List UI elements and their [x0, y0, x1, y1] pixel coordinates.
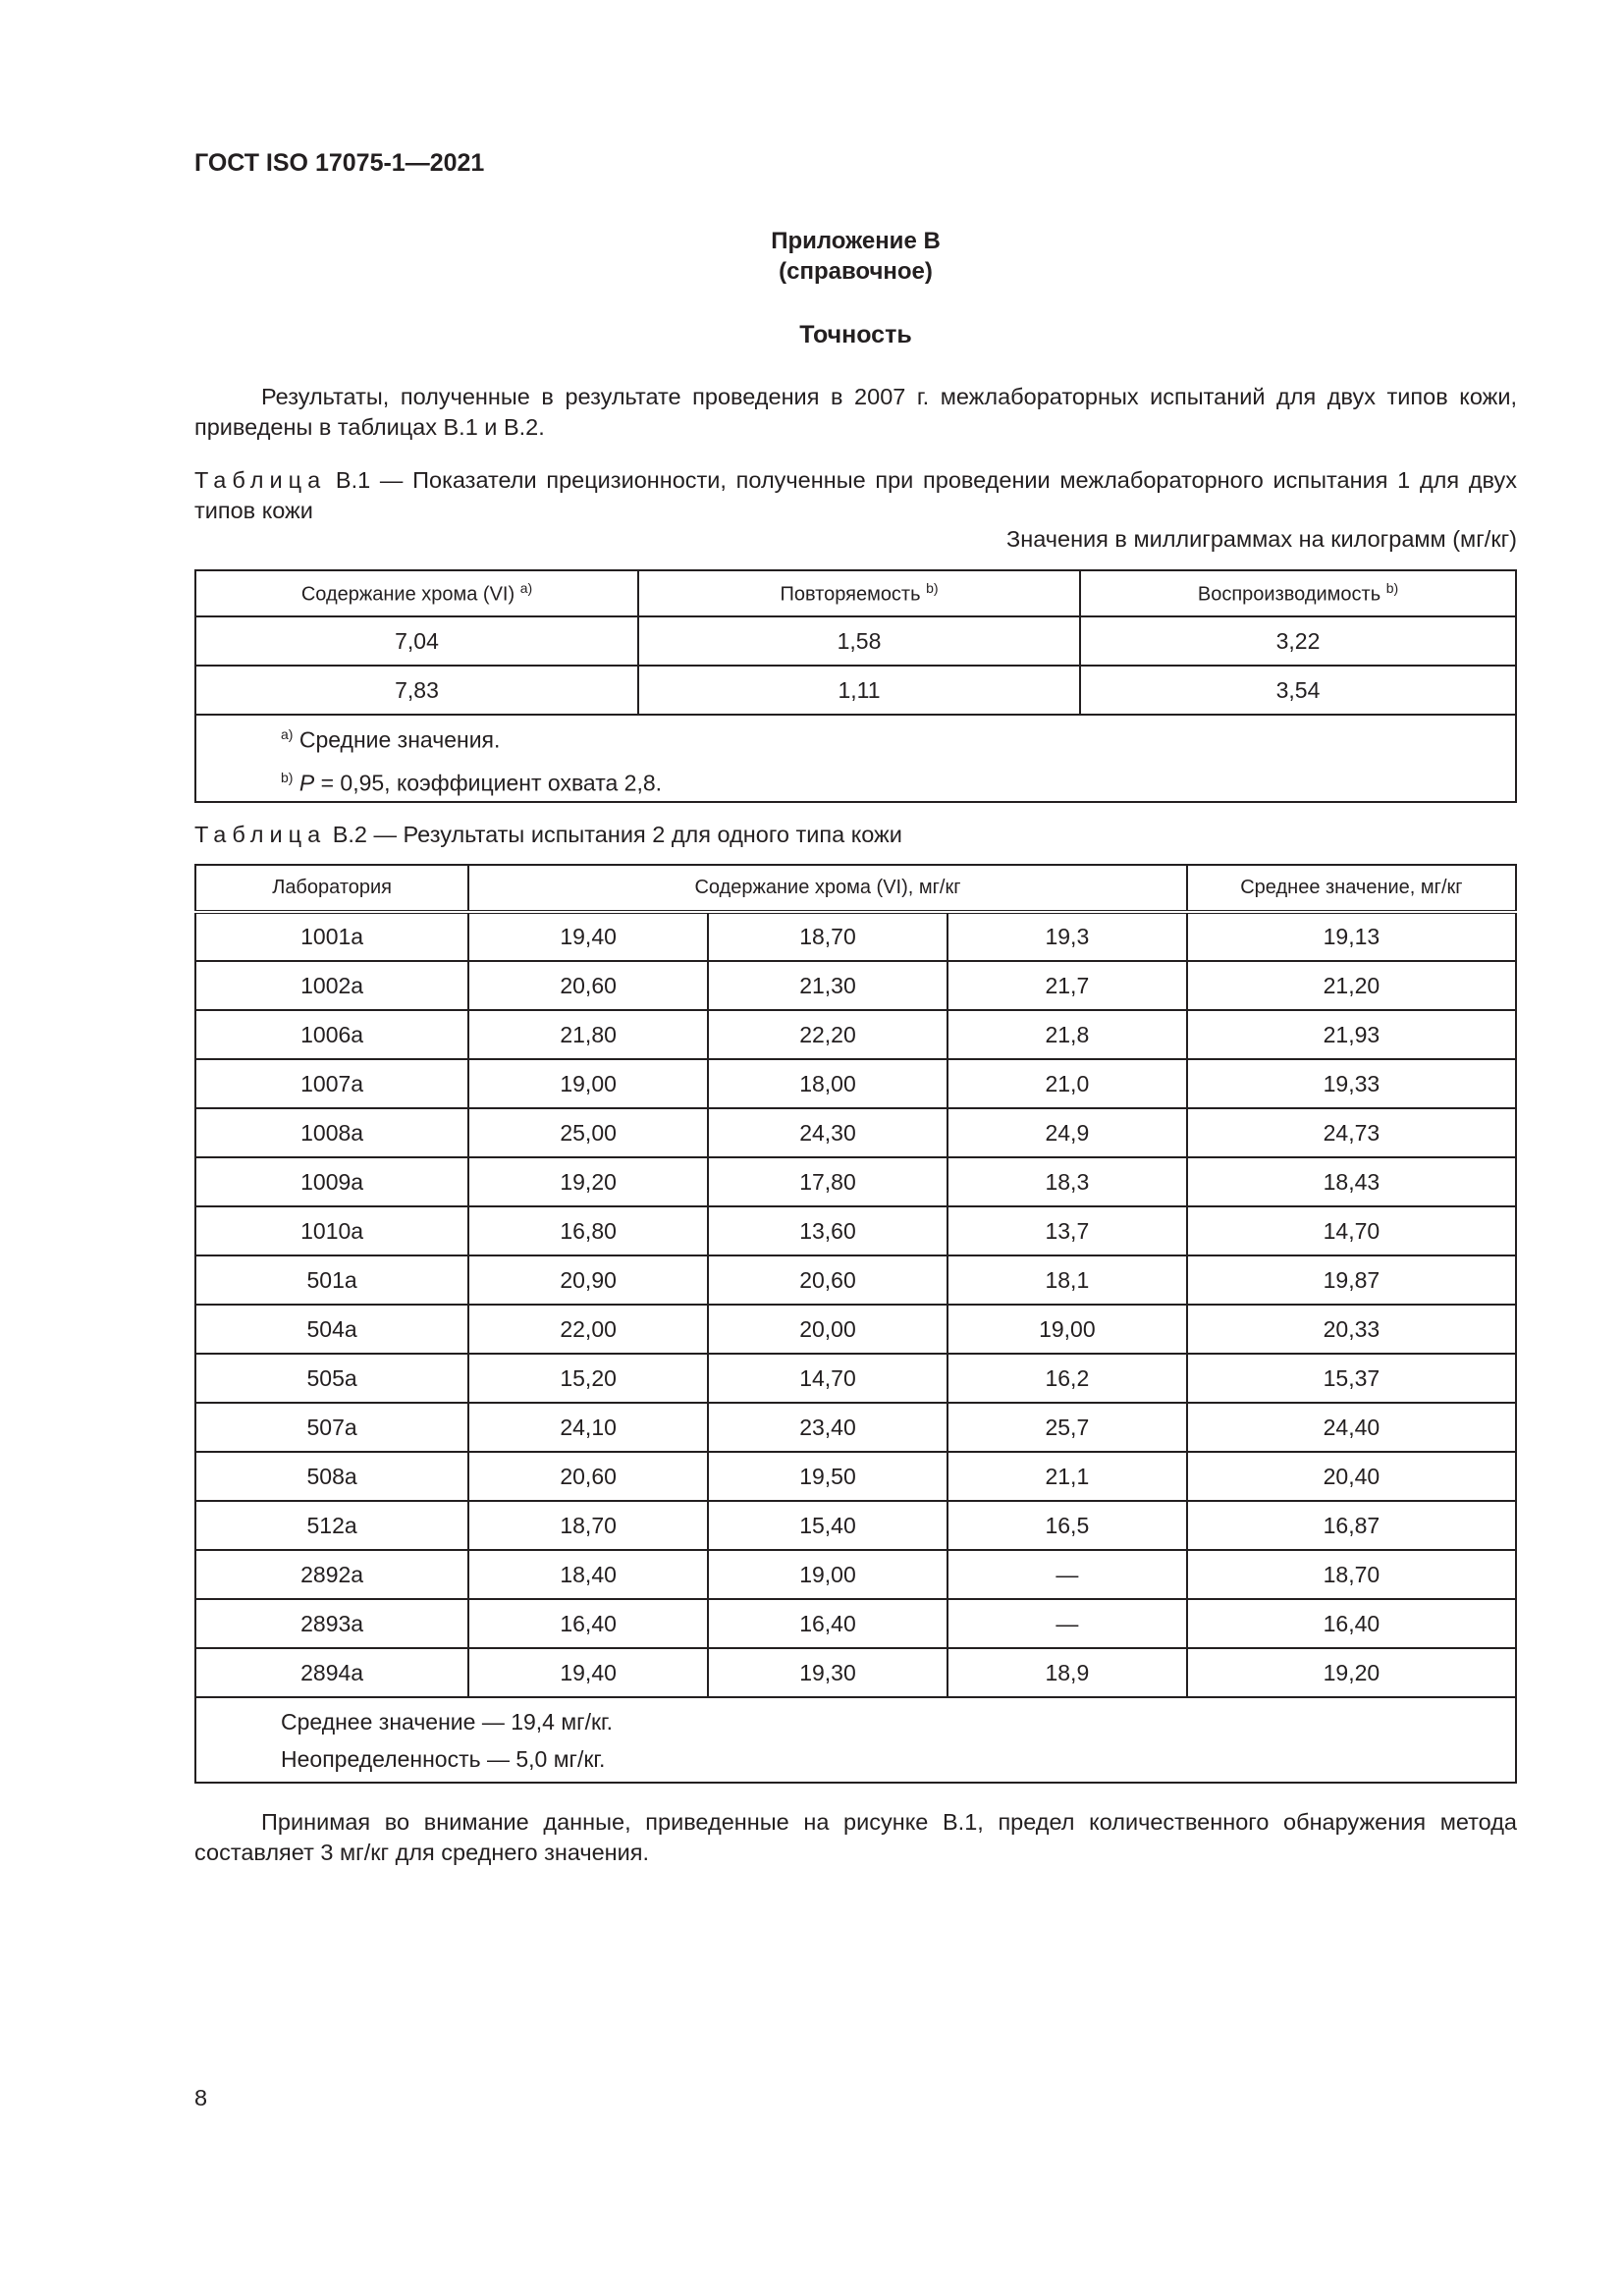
- table-cell: 19,40: [468, 912, 708, 961]
- table-cell: 20,60: [708, 1255, 947, 1305]
- table-cell: 15,40: [708, 1501, 947, 1550]
- table-cell: 22,20: [708, 1010, 947, 1059]
- table-cell: 3,54: [1080, 666, 1516, 715]
- page-number: 8: [194, 2085, 208, 2110]
- table-row: [195, 1550, 1516, 1599]
- table-cell: 1,58: [638, 616, 1080, 666]
- table-cell: 21,7: [947, 961, 1187, 1010]
- table-cell: 21,20: [1187, 961, 1516, 1010]
- table-cell: 19,00: [468, 1059, 708, 1108]
- table-cell: —: [947, 1550, 1187, 1599]
- table-cell: 22,00: [468, 1305, 708, 1354]
- table-cell: 20,60: [468, 1452, 708, 1501]
- table-cell: 18,43: [1187, 1157, 1516, 1206]
- table-cell: 24,73: [1187, 1108, 1516, 1157]
- lab-cell: 1002a: [195, 961, 468, 1010]
- lab-cell: 2892a: [195, 1550, 468, 1599]
- table-cell: 16,80: [468, 1206, 708, 1255]
- table-cell: 14,70: [1187, 1206, 1516, 1255]
- table-cell: 16,40: [708, 1599, 947, 1648]
- footnote-b: $^{b)}$ P = 0,95, коэффициент охвата 2,8.: [281, 769, 663, 796]
- mean-value-note: Среднее значение — 19,4 мг/кг.: [281, 1708, 613, 1735]
- table-cell: 16,2: [947, 1354, 1187, 1403]
- section-title: Точность: [799, 321, 912, 348]
- table-row: [195, 1599, 1516, 1648]
- lab-cell: 1010a: [195, 1206, 468, 1255]
- lab-cell: 512a: [195, 1501, 468, 1550]
- table-cell: 13,7: [947, 1206, 1187, 1255]
- table-row: [195, 1354, 1516, 1403]
- table-row: [195, 1206, 1516, 1255]
- table-cell: 7,04: [195, 616, 638, 666]
- table2: [194, 864, 1517, 1784]
- table-cell: 18,9: [947, 1648, 1187, 1697]
- table-cell: 19,30: [708, 1648, 947, 1697]
- table-cell: 13,60: [708, 1206, 947, 1255]
- table-cell: 16,87: [1187, 1501, 1516, 1550]
- table-row: [195, 1648, 1516, 1697]
- header-cell: Лаборатория: [195, 865, 468, 912]
- table-cell: 19,20: [1187, 1648, 1516, 1697]
- uncertainty-note: Неопределенность — 5,0 мг/кг.: [281, 1745, 606, 1772]
- table-cell: 15,37: [1187, 1354, 1516, 1403]
- table-cell: 25,00: [468, 1108, 708, 1157]
- table1-units: Значения в миллиграммах на килограмм (мг/кг): [1006, 526, 1517, 552]
- table2-header-row: [195, 865, 1516, 912]
- lab-cell: 501a: [195, 1255, 468, 1305]
- table-cell: 21,1: [947, 1452, 1187, 1501]
- table-row: [195, 1452, 1516, 1501]
- table-cell: 18,1: [947, 1255, 1187, 1305]
- table-cell: 20,60: [468, 961, 708, 1010]
- annex-title: Приложение В: [771, 228, 941, 254]
- table-cell: 17,80: [708, 1157, 947, 1206]
- lab-cell: 1007a: [195, 1059, 468, 1108]
- table-cell: 15,20: [468, 1354, 708, 1403]
- table-cell: 23,40: [708, 1403, 947, 1452]
- lab-cell: 2894a: [195, 1648, 468, 1697]
- table-cell: 16,40: [468, 1599, 708, 1648]
- header-cell: Повторяемость $^{b)}$: [638, 570, 1080, 616]
- table-cell: 24,10: [468, 1403, 708, 1452]
- table-cell: 18,70: [708, 912, 947, 961]
- table-cell: 24,40: [1187, 1403, 1516, 1452]
- table1: [194, 569, 1517, 803]
- table-cell: 18,70: [468, 1501, 708, 1550]
- table-cell: 16,5: [947, 1501, 1187, 1550]
- table-row: [195, 1157, 1516, 1206]
- table2-caption: [194, 820, 1517, 850]
- table1-caption: [194, 465, 1517, 526]
- lab-cell: 1001a: [195, 912, 468, 961]
- table-cell: 19,00: [708, 1550, 947, 1599]
- table-row: [195, 1501, 1516, 1550]
- lab-cell: 1008a: [195, 1108, 468, 1157]
- lab-cell: 507a: [195, 1403, 468, 1452]
- header-cell: Содержание хрома (VI), мг/кг: [468, 865, 1187, 912]
- caption-text: В.2 — Результаты испытания 2 для одного типа кожи: [332, 822, 902, 847]
- footnote-a: $^{a)}$ Средние значения.: [281, 726, 501, 753]
- table-cell: 21,0: [947, 1059, 1187, 1108]
- lab-cell: 2893a: [195, 1599, 468, 1648]
- table-cell: 14,70: [708, 1354, 947, 1403]
- caption-prefix: Таблица: [194, 467, 327, 493]
- lab-cell: 508a: [195, 1452, 468, 1501]
- table-cell: 7,83: [195, 666, 638, 715]
- table-row: [195, 666, 1516, 715]
- table-cell: 20,33: [1187, 1305, 1516, 1354]
- caption-text: В.1 — Показатели прецизионности, полученные при проведении межлабораторного испытания 1 для двух типов кожи: [194, 467, 1517, 523]
- table-cell: 18,40: [468, 1550, 708, 1599]
- caption-prefix: Таблица: [194, 822, 327, 847]
- table-cell: —: [947, 1599, 1187, 1648]
- intro-paragraph: Результаты, полученные в результате проведения в 2007 г. межлабораторных испытаний для двух типов кожи, приведены в таблицах В.1 и В.2.: [194, 384, 1517, 440]
- table-cell: 24,30: [708, 1108, 947, 1157]
- table-cell: 19,87: [1187, 1255, 1516, 1305]
- lab-cell: 504a: [195, 1305, 468, 1354]
- table-cell: 19,00: [947, 1305, 1187, 1354]
- table2-footer: [195, 1697, 1516, 1783]
- table-cell: 1,11: [638, 666, 1080, 715]
- table-cell: 18,3: [947, 1157, 1187, 1206]
- table-row: [195, 1010, 1516, 1059]
- lab-cell: 505a: [195, 1354, 468, 1403]
- table-cell: 21,8: [947, 1010, 1187, 1059]
- table-row: [195, 912, 1516, 961]
- table-row: [195, 961, 1516, 1010]
- lab-cell: 1006a: [195, 1010, 468, 1059]
- annex-subtitle: (справочное): [779, 258, 933, 285]
- table-row: [195, 1255, 1516, 1305]
- table-cell: 21,93: [1187, 1010, 1516, 1059]
- table-row: [195, 1108, 1516, 1157]
- table-row: [195, 1059, 1516, 1108]
- table-cell: 19,40: [468, 1648, 708, 1697]
- header-cell: Воспроизводимость $^{b)}$: [1080, 570, 1516, 616]
- table-cell: 16,40: [1187, 1599, 1516, 1648]
- table-cell: 19,20: [468, 1157, 708, 1206]
- table-cell: 18,70: [1187, 1550, 1516, 1599]
- document-header: ГОСТ ISO 17075-1—2021: [194, 149, 485, 177]
- conclusion-paragraph: Принимая во внимание данные, приведенные на рисунке В.1, предел количественного обнаружения метода составляет 3 мг/кг для среднего значения.: [194, 1809, 1517, 1865]
- table-cell: 19,50: [708, 1452, 947, 1501]
- table-cell: 20,40: [1187, 1452, 1516, 1501]
- table-cell: 24,9: [947, 1108, 1187, 1157]
- table-cell: 20,00: [708, 1305, 947, 1354]
- table-row: [195, 616, 1516, 666]
- table-cell: 25,7: [947, 1403, 1187, 1452]
- lab-cell: 1009a: [195, 1157, 468, 1206]
- table-cell: 18,00: [708, 1059, 947, 1108]
- table-row: [195, 1305, 1516, 1354]
- header-cell: Среднее значение, мг/кг: [1187, 865, 1516, 912]
- table-cell: 21,30: [708, 961, 947, 1010]
- header-cell: Содержание хрома (VI) $^{a)}$: [195, 570, 638, 616]
- table-cell: 21,80: [468, 1010, 708, 1059]
- table-cell: 19,33: [1187, 1059, 1516, 1108]
- table-cell: 20,90: [468, 1255, 708, 1305]
- table-cell: 19,3: [947, 912, 1187, 961]
- table1-footnotes: [195, 715, 1516, 802]
- table-cell: 19,13: [1187, 912, 1516, 961]
- table-row: [195, 1403, 1516, 1452]
- table-cell: 3,22: [1080, 616, 1516, 666]
- table1-header-row: [195, 570, 1516, 616]
